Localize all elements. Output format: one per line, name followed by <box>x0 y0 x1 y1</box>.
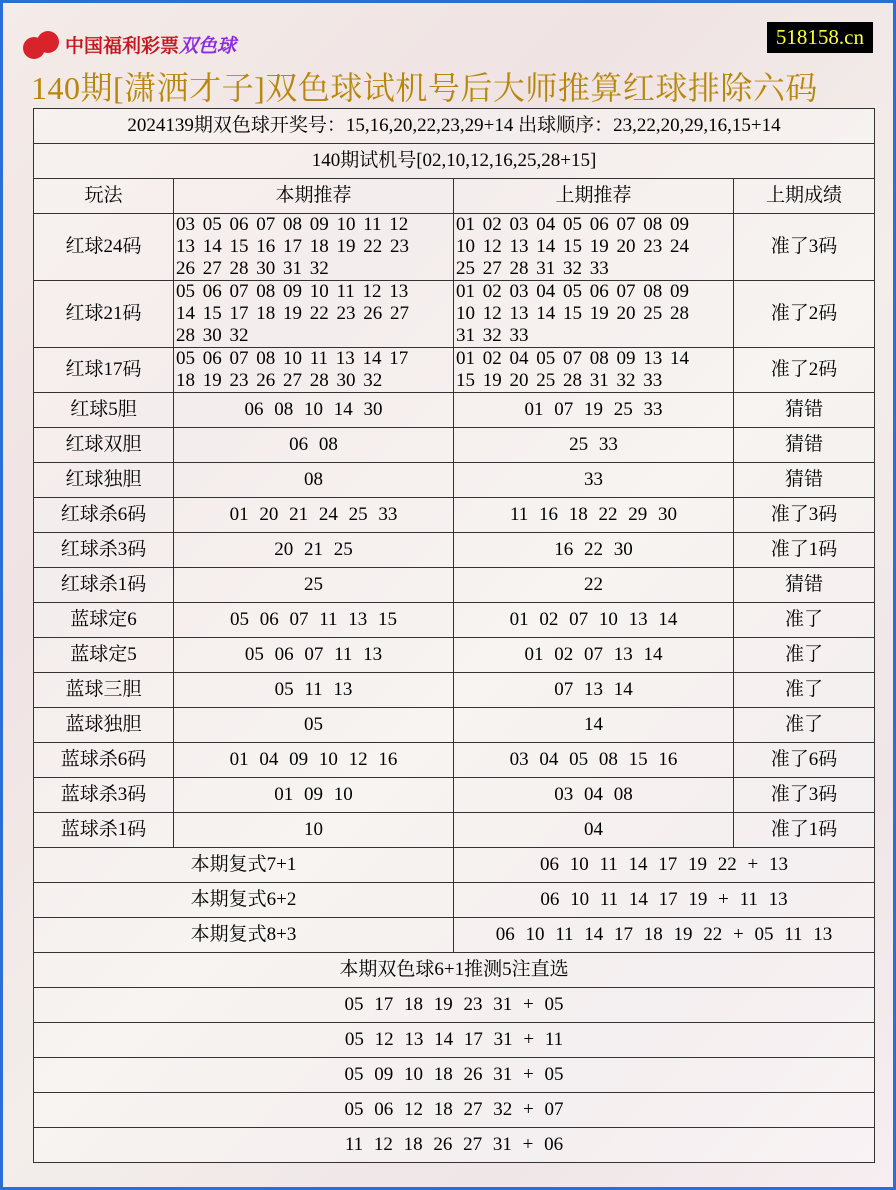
header-previous: 上期推荐 <box>454 179 734 214</box>
result-cell: 猜错 <box>734 568 875 603</box>
compound-label: 本期复式8+3 <box>34 918 454 953</box>
table-row <box>34 348 875 393</box>
welfare-lottery-logo-icon <box>21 25 61 63</box>
play-cell: 红球24码 <box>34 214 174 281</box>
play-cell: 红球21码 <box>34 281 174 348</box>
current-cell: 25 <box>174 568 454 603</box>
table-row <box>34 498 875 533</box>
pick-row <box>34 1128 875 1163</box>
previous-cell: 22 <box>454 568 734 603</box>
result-cell: 准了3码 <box>734 214 875 281</box>
play-cell: 蓝球杀6码 <box>34 743 174 778</box>
compound-row <box>34 883 875 918</box>
current-cell: 01 20 21 24 25 33 <box>174 498 454 533</box>
result-cell: 猜错 <box>734 428 875 463</box>
result-cell: 准了3码 <box>734 778 875 813</box>
header-result: 上期成绩 <box>734 179 875 214</box>
play-cell: 红球杀3码 <box>34 533 174 568</box>
play-cell: 蓝球杀1码 <box>34 813 174 848</box>
play-cell: 红球独胆 <box>34 463 174 498</box>
compound-value: 06 10 11 14 17 19 + 11 13 <box>454 883 875 918</box>
play-cell: 蓝球三胆 <box>34 673 174 708</box>
current-cell: 06 08 10 14 30 <box>174 393 454 428</box>
previous-cell: 01 02 07 10 13 14 <box>454 603 734 638</box>
result-cell: 准了1码 <box>734 533 875 568</box>
current-cell: 06 08 <box>174 428 454 463</box>
current-cell: 05 06 07 11 13 15 <box>174 603 454 638</box>
test-numbers: 140期试机号[02,10,12,16,25,28+15] <box>34 144 875 179</box>
play-cell: 红球杀6码 <box>34 498 174 533</box>
current-cell: 05 <box>174 708 454 743</box>
compound-label: 本期复式6+2 <box>34 883 454 918</box>
result-cell: 准了 <box>734 673 875 708</box>
current-cell: 05 06 07 08 09 10 11 12 13 14 15 17 18 19 22 23 26 27 28 30 32 <box>174 281 454 348</box>
play-cell: 红球杀1码 <box>34 568 174 603</box>
table-row <box>34 533 875 568</box>
table-row <box>34 603 875 638</box>
table-row <box>34 214 875 281</box>
previous-cell: 25 33 <box>454 428 734 463</box>
previous-cell: 16 22 30 <box>454 533 734 568</box>
table-row <box>34 673 875 708</box>
previous-cell: 01 02 03 04 05 06 07 08 09 10 12 13 14 15 19 20 25 28 31 32 33 <box>454 281 734 348</box>
table-row <box>34 281 875 348</box>
current-cell: 05 06 07 11 13 <box>174 638 454 673</box>
table-row <box>34 778 875 813</box>
compound-value: 06 10 11 14 17 18 19 22 + 05 11 13 <box>454 918 875 953</box>
result-cell: 准了1码 <box>734 813 875 848</box>
previous-cell: 11 16 18 22 29 30 <box>454 498 734 533</box>
picks-title: 本期双色球6+1推测5注直选 <box>34 953 875 988</box>
compound-label: 本期复式7+1 <box>34 848 454 883</box>
pick-row <box>34 988 875 1023</box>
previous-cell: 14 <box>454 708 734 743</box>
current-cell: 05 11 13 <box>174 673 454 708</box>
play-cell: 红球17码 <box>34 348 174 393</box>
compound-row <box>34 848 875 883</box>
previous-cell: 07 13 14 <box>454 673 734 708</box>
previous-cell: 33 <box>454 463 734 498</box>
table-row <box>34 638 875 673</box>
table-row <box>34 393 875 428</box>
play-cell: 红球双胆 <box>34 428 174 463</box>
current-cell: 05 06 07 08 10 11 13 14 17 18 19 23 26 27 28 30 32 <box>174 348 454 393</box>
logo <box>21 25 236 63</box>
header-play: 玩法 <box>34 179 174 214</box>
pick-value: 11 12 18 26 27 31 + 06 <box>34 1128 875 1163</box>
play-cell: 蓝球杀3码 <box>34 778 174 813</box>
logo-text: 中国福利彩票双色球 <box>65 34 237 57</box>
table-row <box>34 463 875 498</box>
previous-cell: 01 07 19 25 33 <box>454 393 734 428</box>
header-row <box>34 179 875 214</box>
previous-cell: 03 04 08 <box>454 778 734 813</box>
pick-value: 05 09 10 18 26 31 + 05 <box>34 1058 875 1093</box>
current-cell: 08 <box>174 463 454 498</box>
table-row <box>34 428 875 463</box>
previous-cell: 01 02 04 05 07 08 09 13 14 15 19 20 25 28 31 32 33 <box>454 348 734 393</box>
pick-row <box>34 1023 875 1058</box>
result-cell: 准了 <box>734 708 875 743</box>
pick-value: 05 06 12 18 27 32 + 07 <box>34 1093 875 1128</box>
previous-cell: 04 <box>454 813 734 848</box>
pick-value: 05 12 13 14 17 31 + 11 <box>34 1023 875 1058</box>
compound-row <box>34 918 875 953</box>
result-cell: 猜错 <box>734 393 875 428</box>
pick-row <box>34 1093 875 1128</box>
current-cell: 10 <box>174 813 454 848</box>
result-cell: 准了3码 <box>734 498 875 533</box>
table-row <box>34 708 875 743</box>
table-row <box>34 568 875 603</box>
page-title: 140期[潇洒才子]双色球试机号后大师推算红球排除六码 <box>31 70 818 106</box>
current-cell: 01 09 10 <box>174 778 454 813</box>
result-cell: 准了2码 <box>734 281 875 348</box>
result-cell: 准了2码 <box>734 348 875 393</box>
result-cell: 准了 <box>734 603 875 638</box>
play-cell: 蓝球独胆 <box>34 708 174 743</box>
site-badge: 518158.cn <box>767 22 873 53</box>
pick-row <box>34 1058 875 1093</box>
draw-info: 2024139期双色球开奖号：15,16,20,22,23,29+14 出球顺序：23,22,20,29,16,15+14 <box>34 109 875 144</box>
current-cell: 01 04 09 10 12 16 <box>174 743 454 778</box>
result-cell: 准了6码 <box>734 743 875 778</box>
previous-cell: 03 04 05 08 15 16 <box>454 743 734 778</box>
current-cell: 20 21 25 <box>174 533 454 568</box>
header-current: 本期推荐 <box>174 179 454 214</box>
compound-value: 06 10 11 14 17 19 22 + 13 <box>454 848 875 883</box>
result-cell: 猜错 <box>734 463 875 498</box>
previous-cell: 01 02 03 04 05 06 07 08 09 10 12 13 14 15 19 20 23 24 25 27 28 31 32 33 <box>454 214 734 281</box>
play-cell: 蓝球定6 <box>34 603 174 638</box>
table-row <box>34 743 875 778</box>
prediction-table <box>33 108 875 1163</box>
result-cell: 准了 <box>734 638 875 673</box>
pick-value: 05 17 18 19 23 31 + 05 <box>34 988 875 1023</box>
current-cell: 03 05 06 07 08 09 10 11 12 13 14 15 16 17 18 19 22 23 26 27 28 30 31 32 <box>174 214 454 281</box>
play-cell: 蓝球定5 <box>34 638 174 673</box>
play-cell: 红球5胆 <box>34 393 174 428</box>
previous-cell: 01 02 07 13 14 <box>454 638 734 673</box>
table-row <box>34 813 875 848</box>
